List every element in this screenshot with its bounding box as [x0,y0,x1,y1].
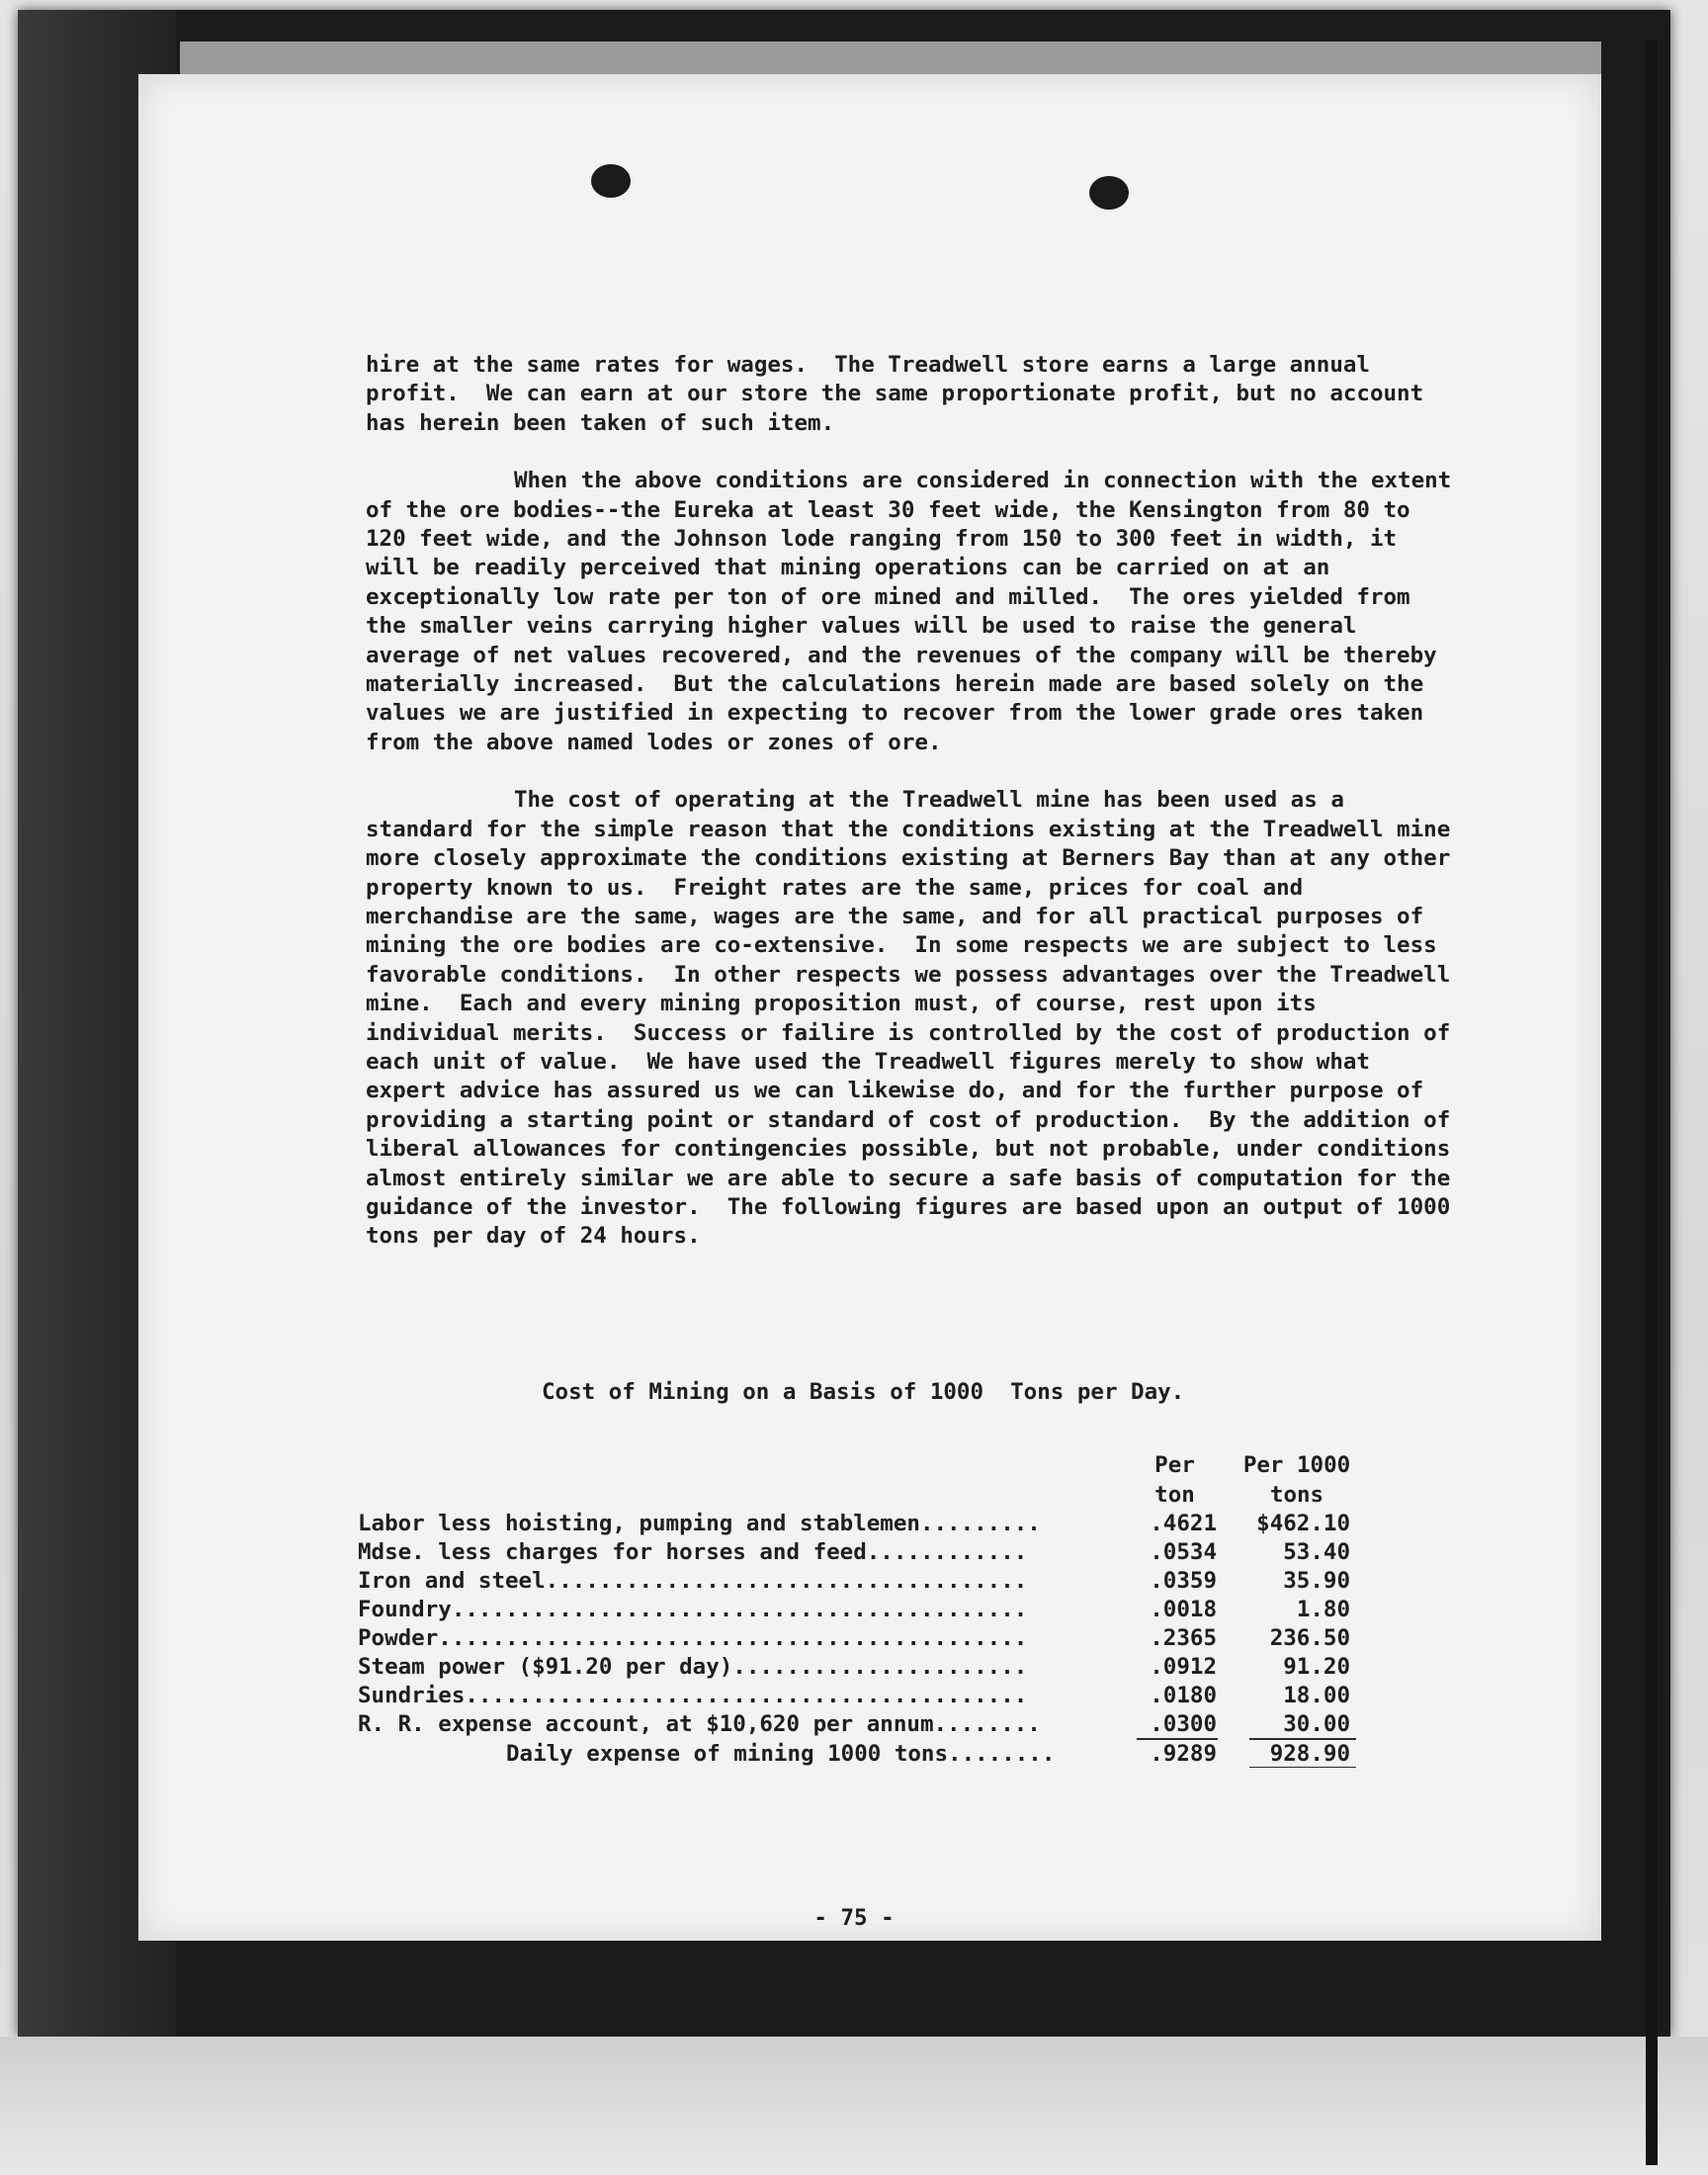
row-per-1000: $462.10 [1256,1511,1350,1536]
row-per-ton: .0534 [1150,1539,1217,1565]
row-item: Iron and steel.................................... [358,1568,1028,1594]
row-item: R. R. expense account, at $10,620 per annum........ [358,1711,1041,1737]
row-item: Powder............................................ [358,1625,1028,1651]
total-per-1000: 928.90 [1269,1741,1350,1767]
row-per-1000: 35.90 [1283,1568,1350,1594]
row-item: Mdse. less charges for horses and feed............ [358,1539,1028,1565]
row-per-ton: .0018 [1150,1597,1217,1622]
row-per-1000: 1.80 [1296,1597,1350,1622]
table-title: Cost of Mining on a Basis of 1000 Tons per Day. [542,1379,1185,1405]
paragraph-3: The cost of operating at the Treadwell mine has been used as a standard for the simple reason that the conditions existing at the Treadwell mine more closely approximate the conditions existing at Berners Bay than at any other property known to us. Freight rates are the same, prices for coal and merchandise are the same, wages are the same, and for all practical purposes of mining the ore bodies are co-extensive. In some respects we are subject to less favorable conditions. In other respects we possess advantages over the Treadwell mine. Each and every mining proposition must, of course, rest upon its individual merits. Success or failire is controlled by the cost of production of each unit of value. We have used the Treadwell figures merely to show what expert advice has assured us we can likewise do, and for the further purpose of providing a starting point or standard of cost of production. By the addition of liberal allowances for contingencies possible, but not probable, under conditions almost entirely similar we are able to secure a safe basis of computation for the guidance of the investor. The following figures are based upon an output of 1000 tons per day of 24 hours. [366,787,1464,1250]
row-per-1000: 236.50 [1269,1625,1350,1651]
row-per-ton: .2365 [1150,1625,1217,1651]
row-per-1000: 30.00 [1283,1711,1350,1737]
punch-hole-right [1089,176,1129,210]
scan-right-edge [1646,40,1658,2165]
row-item: Sundries.......................................... [358,1683,1028,1708]
page-number: - 75 - [813,1905,895,1931]
row-per-ton: .0359 [1150,1568,1217,1594]
col-header-per-ton: Per ton [1154,1452,1195,1508]
row-item: Labor less hoisting, pumping and stablemen......... [358,1511,1041,1536]
punch-hole-left [591,164,631,198]
total-item: Daily expense of mining 1000 tons........ [506,1741,1056,1767]
row-per-ton: .0180 [1150,1683,1217,1708]
total-underline [1249,1767,1356,1768]
row-per-1000: 18.00 [1283,1683,1350,1708]
body-text [366,351,1463,1252]
paragraph-2: When the above conditions are considered in connection with the extent of the ore bodies--the Eureka at least 30 feet wide, the Kensington from 80 to 120 feet wide, and the Johnson lode ranging from 150 to 300 feet in width, it will be readily perceived that mining operations can be carried on at an exceptionally low rate per ton of ore mined and milled. The ores yielded from the smaller veins carrying higher values will be used to raise the general average of net values recovered, and the revenues of the company will be thereby materially increased. But the calculations herein made are based solely on the values we are justified in expecting to recover from the lower grade ores taken from the above named lodes or zones of ore. [366,468,1465,755]
row-per-1000: 53.40 [1283,1539,1350,1565]
row-per-ton: .4621 [1150,1511,1217,1536]
paragraph-1: hire at the same rates for wages. The Treadwell store earns a large annual profit. We can earn at our store the same proportionate profit, but no account has herein been taken of such item. [366,352,1437,436]
row-per-ton: .0300 [1150,1711,1217,1737]
scan-bottom-margin [0,2037,1708,2175]
total-per-ton: .9289 [1150,1741,1217,1767]
row-item: Steam power ($91.20 per day)...................... [358,1654,1028,1680]
col-header-per-1000-tons: Per 1000 tons [1242,1452,1351,1508]
row-item: Foundry........................................... [358,1597,1028,1622]
paper-top-strip [180,42,1601,77]
row-per-ton: .0912 [1150,1654,1217,1680]
row-per-1000: 91.20 [1283,1654,1350,1680]
